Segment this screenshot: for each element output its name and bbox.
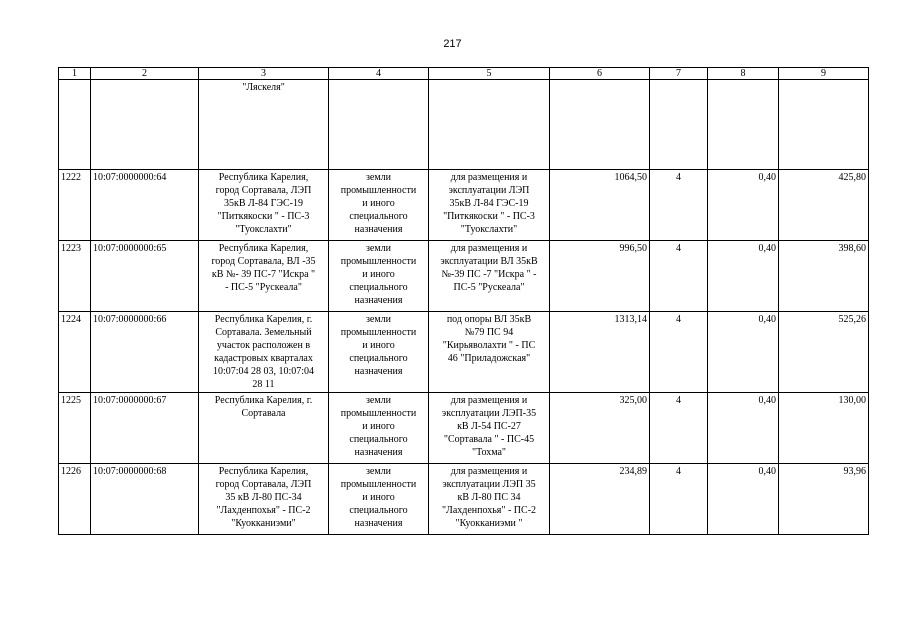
use-line: "Туокслахти" — [460, 224, 518, 235]
table-cell — [429, 80, 550, 170]
use-line: ПС-5 "Рускеала" — [453, 282, 525, 293]
category-line: назначения — [354, 366, 403, 377]
use-line: эксплуатации ЛЭП — [448, 185, 530, 196]
address-cell — [199, 241, 329, 312]
column-9-cell: 130,00 — [779, 393, 869, 464]
land-category-cell — [329, 241, 429, 312]
category-line: земли — [365, 314, 392, 325]
address-line: 35 кВ Л-80 ПС-34 — [225, 492, 302, 503]
use-line: эксплуатации ВЛ 35кВ — [440, 256, 538, 267]
address-line: "Питкякоски " - ПС-3 — [217, 211, 310, 222]
column-8-cell: 0,40 — [708, 170, 779, 241]
address-line: 28 11 — [252, 379, 275, 390]
category-line: назначения — [354, 224, 403, 235]
column-header: 5 — [429, 68, 550, 80]
row-number-cell: 1226 — [59, 464, 91, 535]
category-line: и иного — [362, 421, 395, 432]
area-cell: 234,89 — [550, 464, 650, 535]
category-line: специального — [349, 505, 408, 516]
column-7-cell: 4 — [650, 312, 708, 393]
column-header: 7 — [650, 68, 708, 80]
column-number-header-row — [59, 68, 869, 80]
table-row — [59, 241, 869, 312]
use-line: 35кВ Л-84 ГЭС-19 — [449, 198, 529, 209]
area-cell: 1064,50 — [550, 170, 650, 241]
use-line: эксплуатации ЛЭП 35 — [442, 479, 536, 490]
category-line: специального — [349, 211, 408, 222]
land-register-table — [58, 67, 869, 535]
column-8-cell: 0,40 — [708, 464, 779, 535]
address-line: Республика Карелия, — [218, 172, 309, 183]
use-line: для размещения и — [450, 466, 528, 477]
cadastral-number-cell: 10:07:0000000:65 — [91, 241, 199, 312]
area-cell: 1313,14 — [550, 312, 650, 393]
column-7-cell: 4 — [650, 393, 708, 464]
land-category-cell — [329, 312, 429, 393]
row-number-cell: 1225 — [59, 393, 91, 464]
continuation-row — [59, 80, 869, 170]
permitted-use-cell — [429, 170, 550, 241]
address-line: Республика Карелия, — [218, 243, 309, 254]
column-header: 4 — [329, 68, 429, 80]
column-header: 2 — [91, 68, 199, 80]
address-cell — [199, 170, 329, 241]
use-line: №-39 ПС -7 "Искра " - — [441, 269, 537, 280]
table-cell — [708, 80, 779, 170]
land-category-cell — [329, 170, 429, 241]
category-line: промышленности — [340, 256, 417, 267]
address-line: 35кВ Л-84 ГЭС-19 — [223, 198, 304, 209]
address-line: 10:07:04 28 03, 10:07:04 — [212, 366, 315, 377]
row-number-cell: 1222 — [59, 170, 91, 241]
column-9-cell: 398,60 — [779, 241, 869, 312]
address-line: кВ №- 39 ПС-7 "Искра " — [211, 269, 316, 280]
category-line: промышленности — [340, 408, 417, 419]
column-9-cell: 525,26 — [779, 312, 869, 393]
category-line: земли — [365, 395, 392, 406]
category-line: земли — [365, 172, 392, 183]
use-line: для размещения и — [450, 243, 528, 254]
use-line: для размещения и — [450, 395, 528, 406]
use-line: кВ Л-54 ПС-27 — [457, 421, 521, 432]
category-line: назначения — [354, 518, 403, 529]
column-header: 3 — [199, 68, 329, 80]
table-row — [59, 464, 869, 535]
column-7-cell: 4 — [650, 464, 708, 535]
category-line: назначения — [354, 447, 403, 458]
address-line: кадастровых кварталах — [214, 353, 313, 364]
use-line: №79 ПС 94 — [464, 327, 514, 338]
permitted-use-cell — [429, 393, 550, 464]
row-number-cell: 1224 — [59, 312, 91, 393]
address-line: Сортавала — [241, 408, 286, 419]
column-8-cell: 0,40 — [708, 393, 779, 464]
address-line: Республика Карелия, г. — [214, 314, 313, 325]
category-line: промышленности — [340, 479, 417, 490]
use-line: "Лахденпохья" - ПС-2 — [441, 505, 537, 516]
use-line: 46 "Приладожская" — [447, 353, 531, 364]
table-cell — [650, 80, 708, 170]
address-line: "Куокканиэми" — [231, 518, 296, 529]
table-cell — [59, 80, 91, 170]
use-line: кВ Л-80 ПС 34 — [457, 492, 521, 503]
area-cell: 996,50 — [550, 241, 650, 312]
category-line: земли — [365, 243, 392, 254]
permitted-use-cell — [429, 241, 550, 312]
category-line: назначения — [354, 295, 403, 306]
category-line: и иного — [362, 492, 395, 503]
table-row — [59, 312, 869, 393]
use-line: "Кирьяволахти " - ПС — [442, 340, 536, 351]
land-category-cell — [329, 464, 429, 535]
address-cell — [199, 312, 329, 393]
cadastral-number-cell: 10:07:0000000:68 — [91, 464, 199, 535]
category-line: и иного — [362, 340, 395, 351]
address-line: город Сортавала, ВЛ -35 — [211, 256, 316, 267]
use-line: "Сортавала " - ПС-45 — [443, 434, 535, 445]
address-line: Сортавала. Земельный — [215, 327, 312, 338]
land-category-cell — [329, 393, 429, 464]
permitted-use-cell — [429, 464, 550, 535]
permitted-use-cell — [429, 312, 550, 393]
category-line: промышленности — [340, 185, 417, 196]
table-cell — [550, 80, 650, 170]
address-line: город Сортавала, ЛЭП — [215, 479, 312, 490]
column-header: 1 — [59, 68, 91, 80]
category-line: промышленности — [340, 327, 417, 338]
category-line: специального — [349, 353, 408, 364]
category-line: и иного — [362, 198, 395, 209]
address-line: "Туокслахти" — [235, 224, 292, 235]
column-header: 9 — [779, 68, 869, 80]
address-cell — [199, 393, 329, 464]
address-line: Республика Карелия, — [218, 466, 309, 477]
use-line: "Тохма" — [472, 447, 506, 458]
column-header: 6 — [550, 68, 650, 80]
use-line: "Питкякоски " - ПС-3 — [443, 211, 535, 222]
address-line: участок расположен в — [216, 340, 311, 351]
cadastral-number-cell: 10:07:0000000:66 — [91, 312, 199, 393]
column-9-cell: 425,80 — [779, 170, 869, 241]
cadastral-number-cell: 10:07:0000000:64 — [91, 170, 199, 241]
column-9-cell: 93,96 — [779, 464, 869, 535]
table-cell — [779, 80, 869, 170]
cadastral-number-cell: 10:07:0000000:67 — [91, 393, 199, 464]
category-line: специального — [349, 434, 408, 445]
address-cell — [199, 80, 329, 170]
table-cell — [329, 80, 429, 170]
area-cell: 325,00 — [550, 393, 650, 464]
category-line: специального — [349, 282, 408, 293]
column-7-cell: 4 — [650, 241, 708, 312]
use-line: под опоры ВЛ 35кВ — [446, 314, 532, 325]
table-row — [59, 170, 869, 241]
column-7-cell: 4 — [650, 170, 708, 241]
address-cell — [199, 464, 329, 535]
address-line: - ПС-5 "Рускеала" — [225, 282, 302, 293]
use-line: эксплуатации ЛЭП-35 — [441, 408, 537, 419]
address-line: город Сортавала, ЛЭП — [215, 185, 312, 196]
address-line: "Лахденпохья" - ПС-2 — [216, 505, 311, 516]
use-line: для размещения и — [450, 172, 528, 183]
row-number-cell: 1223 — [59, 241, 91, 312]
category-line: земли — [365, 466, 392, 477]
column-8-cell: 0,40 — [708, 312, 779, 393]
column-header: 8 — [708, 68, 779, 80]
address-line: "Ляскеля" — [242, 82, 285, 93]
table-cell — [91, 80, 199, 170]
column-8-cell: 0,40 — [708, 241, 779, 312]
use-line: "Куокканиэми " — [455, 518, 523, 529]
page-number: 217 — [443, 38, 462, 50]
category-line: и иного — [362, 269, 395, 280]
table-row — [59, 393, 869, 464]
address-line: Республика Карелия, г. — [214, 395, 313, 406]
